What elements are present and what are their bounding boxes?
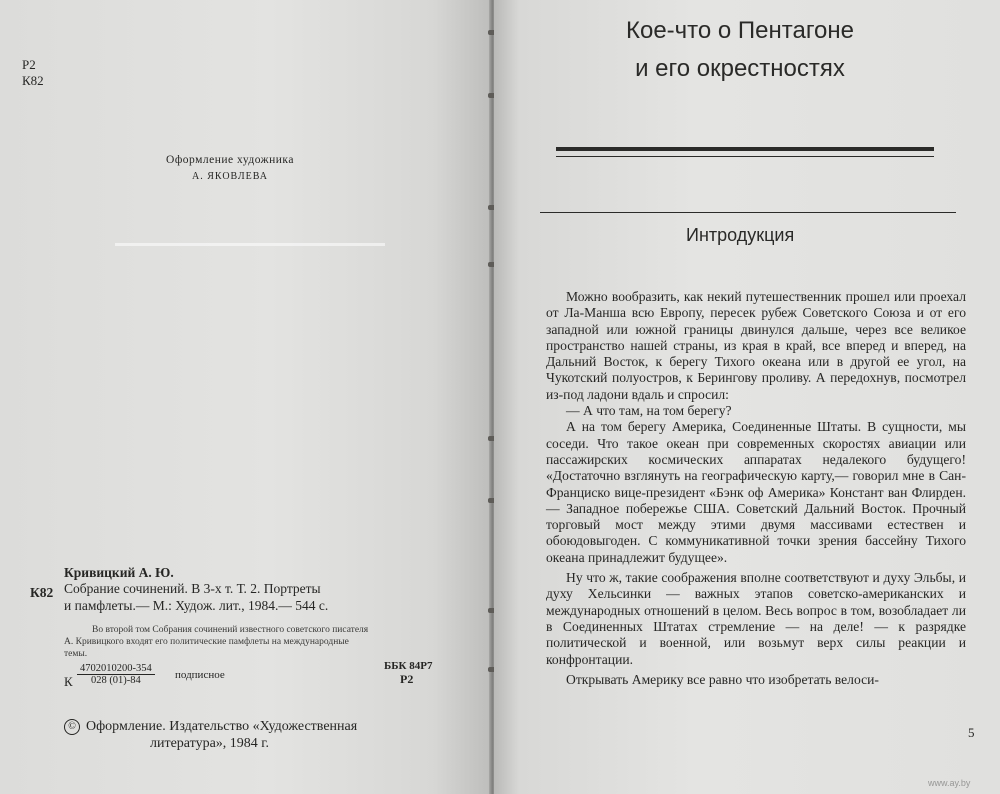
page-crease: [115, 243, 385, 246]
index-letter: К: [64, 674, 73, 689]
design-credit-name: А. ЯКОВЛЕВА: [192, 171, 268, 182]
bbk-code: Р2: [400, 672, 414, 686]
index-numerator: 4702010200-354: [77, 663, 155, 675]
author-mark: К82: [30, 585, 54, 600]
design-credit-label: Оформление художника: [166, 154, 294, 166]
bbk-index: ББК 84Р7: [384, 660, 433, 672]
copyright-icon: ©: [64, 719, 80, 735]
section-title: Интродукция: [686, 225, 795, 245]
annotation-line-1: Во второй том Собрания сочинений известного советского писателя: [92, 625, 369, 635]
library-code-2: К82: [22, 73, 44, 88]
paragraph-2: — А что там, на том берегу?: [566, 403, 732, 419]
chapter-body: [546, 289, 966, 688]
library-code-1: Р2: [22, 57, 36, 72]
biblio-line-2: и памфлеты.— М.: Худож. лит., 1984.— 544 с.: [64, 598, 329, 613]
annotation-line-3: темы.: [64, 649, 88, 659]
paragraph-1: Можно вообразить, как некий путешественник прошел или проехал от Ла-Манша всю Европу, пересек рубеж Советского Союза и от его западной или южной границы двинулся дальше, через все великое пространство нашей страны, из края в край, все вперед и вперед, на Дальний Восток, к берегу Тихого океана или в другой ее угол, на Чукотский полуостров, к Берингову проливу. А передохнув, посмотрел из-под ладони вдаль и спросил:: [546, 289, 966, 402]
author-name: Кривицкий А. Ю.: [64, 565, 174, 580]
page-number: 5: [968, 725, 975, 740]
annotation-line-2: А. Кривицкого входят его политические памфлеты на международные: [64, 637, 349, 647]
paragraph-3: А на том берегу Америка, Соединенные Штаты. В сущности, мы соседи. Что такое океан при современных скоростях авиации или пассажирских космических аппаратах недалекого будущего! «Достаточно взглянуть на географическую карту,— говорил мне в Сан-Франциско вице-президент «Бэнк оф Америка» Констант ван Флирден.— Западное побережье США. Советский Дальний Восток. Прочный торговый мост между этими двумя массивами естествен и обоюдовыгоден. С коммуникативной точки зрения бассейну Тихого океана принадлежит будущее».: [546, 419, 966, 565]
biblio-line-1: Собрание сочинений. В 3-х т. Т. 2. Портреты: [64, 581, 321, 596]
section-rule: [540, 212, 956, 213]
chapter-title-line-1: Кое-что о Пентагоне: [625, 17, 855, 44]
title-rule-thick: [556, 147, 934, 151]
paragraph-4: Ну что ж, такие соображения вполне соответствуют и духу Эльбы, и духу Хельсинки — важных этапов советско-американских и международных отношений в целом. Весь вопрос в том, возобладает ли в Соединенных Штатах стремление — на деле! — к разрядке политической и военной, или возьмут верх силы реакции и конфронтации.: [546, 570, 966, 667]
watermark: www.ay.by: [928, 778, 971, 788]
index-note: подписное: [175, 669, 225, 681]
copyright-line-1: [64, 718, 357, 736]
copyright-line-2: литература», 1984 г.: [150, 736, 269, 751]
index-fraction: [77, 663, 155, 686]
copyright-text-1: Оформление. Издательство «Художественная: [86, 719, 358, 734]
paragraph-5: Открывать Америку все равно что изобретать велоси-: [566, 671, 879, 687]
index-denominator: 028 (01)-84: [90, 675, 141, 686]
chapter-title-line-2: и его окрестностях: [635, 55, 845, 82]
title-rule-thin: [556, 156, 934, 157]
left-page: [0, 0, 492, 794]
